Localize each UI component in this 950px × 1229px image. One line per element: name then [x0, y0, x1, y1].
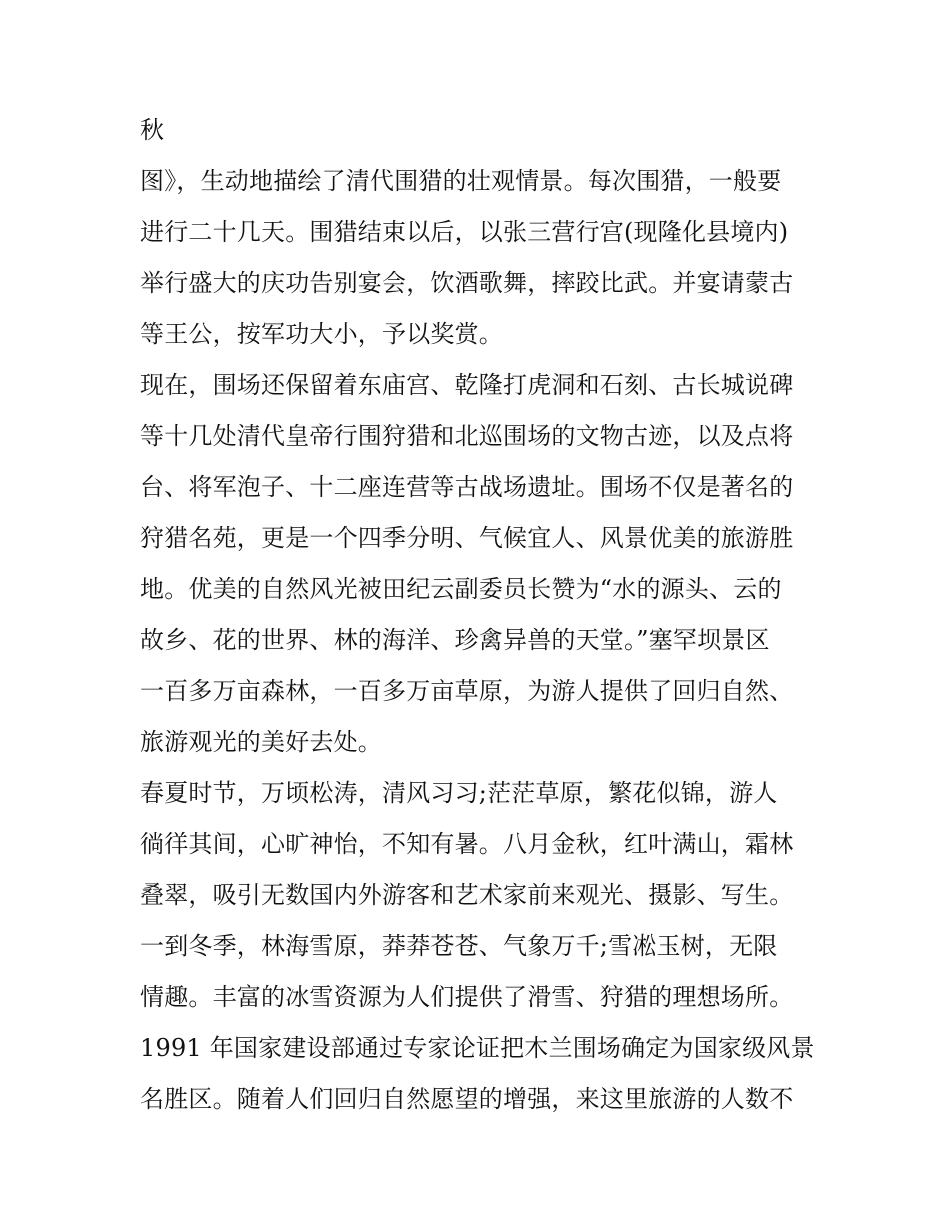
text-line: 叠翠，吸引无数国内外游客和艺术家前来观光、摄影、写生。 [140, 881, 794, 909]
text-line: 春夏时节，万顷松涛，清风习习;茫茫草原，繁花似锦，游人 [140, 779, 778, 807]
text-line: 情趣。丰富的冰雪资源为人们提供了滑雪、狩猎的理想场所。 [140, 983, 794, 1011]
text-line: 举行盛大的庆功告别宴会，饮酒歌舞，摔跤比武。并宴请蒙古 [140, 269, 794, 297]
text-line: 狩猎名苑，更是一个四季分明、气候宜人、风景优美的旅游胜 [140, 524, 794, 552]
text-line: 等十几处清代皇帝行围狩猎和北巡围场的文物古迹，以及点将 [140, 422, 794, 450]
text-line: 现在，围场还保留着东庙宫、乾隆打虎洞和石刻、古长城说碑 [140, 371, 794, 399]
text-line: 地。优美的自然风光被田纪云副委员长赞为“水的源头、云的 [140, 575, 782, 603]
text-line: 图》，生动地描绘了清代围猎的壮观情景。每次围猎，一般要 [140, 167, 782, 195]
text-line: 徜徉其间，心旷神怡，不知有暑。八月金秋，红叶满山，霜林 [140, 830, 794, 858]
text-line: 名胜区。随着人们回归自然愿望的增强，来这里旅游的人数不 [140, 1085, 794, 1113]
text-line: 1991 年国家建设部通过专家论证把木兰围场确定为国家级风景 [140, 1034, 815, 1062]
text-line: 等王公，按军功大小，予以奖赏。 [140, 320, 503, 348]
text-line: 一百多万亩森林，一百多万亩草原，为游人提供了回归自然、 [140, 677, 794, 705]
text-line: 故乡、花的世界、林的海洋、珍禽异兽的天堂。”塞罕坝景区 [140, 626, 770, 654]
text-line: 一到冬季，林海雪原，莽莽苍苍、气象万千;雪凇玉树，无限 [140, 932, 778, 960]
text-line: 台、将军泡子、十二座连营等古战场遗址。围场不仅是著名的 [140, 473, 794, 501]
body-text [140, 110, 820, 1130]
text-line: 秋 [140, 116, 165, 144]
text-line: 旅游观光的美好去处。 [140, 728, 382, 756]
text-line: 进行二十几天。围猎结束以后，以张三营行宫(现隆化县境内) [140, 218, 789, 246]
